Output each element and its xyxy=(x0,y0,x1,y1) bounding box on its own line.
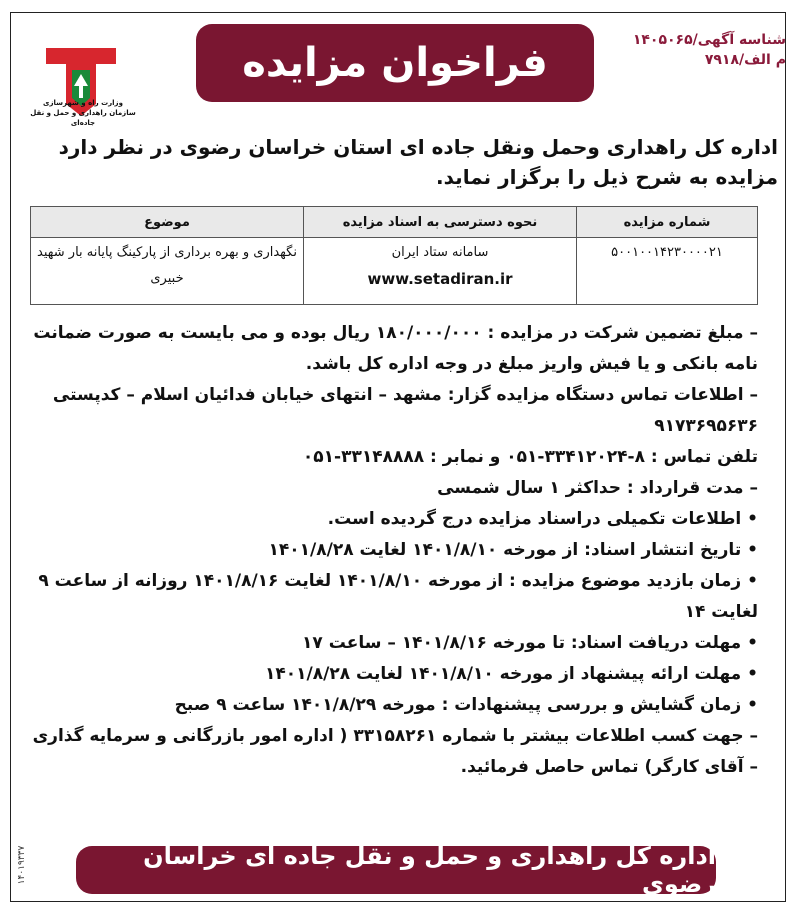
cell-auction-number: ۵۰۰۱۰۰۱۴۲۳۰۰۰۰۲۱ xyxy=(577,238,758,305)
table-header-row xyxy=(31,207,758,238)
access-website: www.setadiran.ir xyxy=(367,270,513,288)
contact-address-text: – اطلاعات تماس دستگاه مزایده گزار: مشهد – انتهای خیابان فدائیان اسلام – کدپستی ۹۱۷۳۶۹۵۶۳۶ xyxy=(52,385,758,436)
guarantee-text: – مبلغ تضمین شرکت در مزایده : ۱۸۰/۰۰۰/۰۰۰ ریال بوده و می بایست به صورت ضمانت نامه بانکی و یا فیش واریز مبلغ در وجه اداره کل باشد. xyxy=(33,323,758,374)
ad-id-line-2: م الف/۷۹۱۸ xyxy=(704,52,786,68)
extra-info-text: • اطلاعات تکمیلی دراسناد مزایده درج گردیده است. xyxy=(22,504,758,535)
logo-org-line-2: سازمان راهداری و حمل و نقل جاده‌ای xyxy=(30,109,136,127)
auction-details xyxy=(22,318,758,783)
opening-time-text: • زمان گشایش و بررسی پیشنهادات : مورخه ۱۴۰۱/۸/۲۹ ساعت ۹ صبح xyxy=(22,690,758,721)
more-info-text: – جهت کسب اطلاعات بیشتر با شماره ۳۳۱۵۸۲۶۱ ( اداره امور بازرگانی و سرمایه گذاری – آقای کارگر) تماس حاصل فرمائید. xyxy=(32,726,758,777)
ad-identifier xyxy=(606,30,786,70)
access-system-name: سامانه ستاد ایران xyxy=(391,245,489,260)
cell-subject: نگهداری و بهره برداری از پارکینگ پایانه بار شهید خبیری xyxy=(31,238,304,305)
header-subject: موضوع xyxy=(31,207,304,238)
phone-text: تلفن تماس : ۸-۳۳۴۱۲۰۲۴-۰۵۱ و نمابر : ۳۳۱۴۸۸۸۸-۰۵۱ xyxy=(302,447,758,467)
contract-term-text: – مدت قرارداد : حداکثر ۱ سال شمسی xyxy=(437,478,758,498)
offer-deadline-text: • مهلت ارائه پیشنهاد از مورخه ۱۴۰۱/۸/۱۰ لغایت ۱۴۰۱/۸/۲۸ xyxy=(22,659,758,690)
table-row xyxy=(31,238,758,305)
receive-deadline-text: • مهلت دریافت اسناد: تا مورخه ۱۴۰۱/۸/۱۶ – ساعت ۱۷ xyxy=(22,628,758,659)
cell-access-method xyxy=(304,238,577,305)
intro-paragraph: اداره کل راهداری وحمل ونقل جاده ای استان خراسان رضوی در نظر دارد مزایده به شرح ذیل را برگزار نماید. xyxy=(58,135,778,189)
header-auction-number: شماره مزایده xyxy=(577,207,758,238)
visit-time-text: • زمان بازدید موضوع مزایده : از مورخه ۱۴۰۱/۸/۱۰ لغایت ۱۴۰۱/۸/۱۶ روزانه از ساعت ۹ لغایت ۱۴ xyxy=(22,566,758,628)
title-banner xyxy=(196,24,594,102)
footer-banner xyxy=(76,842,716,898)
header-access-method: نحوه دسترسی به اسناد مزایده xyxy=(304,207,577,238)
publish-date-text: • تاریخ انتشار اسناد: از مورخه ۱۴۰۱/۸/۱۰ لغایت ۱۴۰۱/۸/۲۸ xyxy=(22,535,758,566)
footer-org-name: اداره کل راهداری و حمل و نقل جاده ای خراسان رضوی xyxy=(143,842,716,898)
logo-caption xyxy=(18,98,148,128)
page-title: فراخوان مزایده xyxy=(242,40,548,86)
auction-table xyxy=(30,206,758,305)
side-code: ۱۴۰۱۹۳۳۷ xyxy=(17,845,27,885)
logo-org-line-1: وزارت راه و شهرسازی xyxy=(43,99,123,107)
ad-id-line-1: شناسه آگهی/۱۴۰۵۰۶۵ xyxy=(632,32,786,48)
